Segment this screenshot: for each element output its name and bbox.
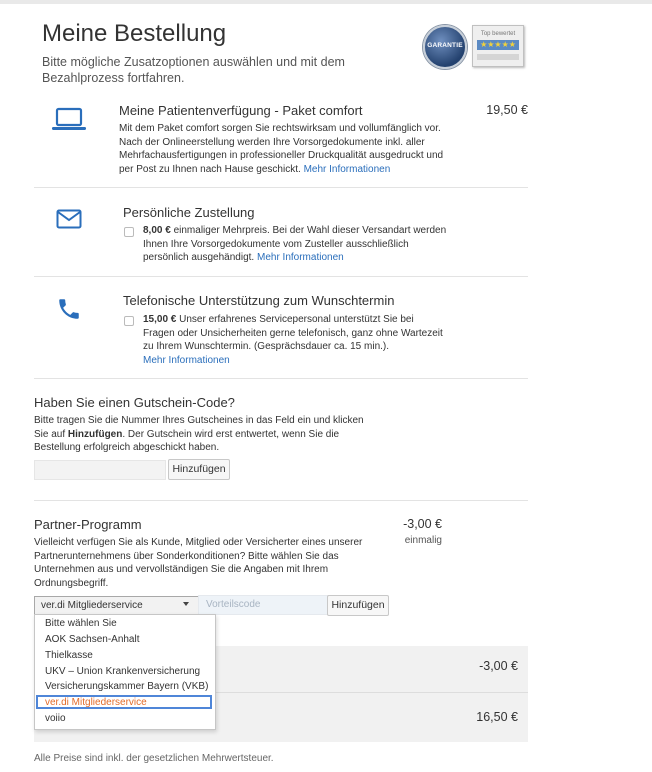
dropdown-option-selected[interactable]: ver.di Mitgliederservice xyxy=(45,697,147,708)
item-inline-price: 15,00 € xyxy=(143,314,177,325)
dropdown-option[interactable]: Bitte wählen Sie xyxy=(45,618,117,629)
page-title: Meine Bestellung xyxy=(42,20,227,47)
top-rated-label: Top bewertet xyxy=(480,31,516,37)
telefon-checkbox[interactable] xyxy=(124,316,134,326)
item-desc-zustellung xyxy=(143,224,448,265)
rating-bar xyxy=(477,54,519,60)
page-subtitle: Bitte mögliche Zusatzoptionen auswählen und mit dem Bezahlprozess fortfahren. xyxy=(42,55,345,85)
partner-discount-note: einmalig xyxy=(404,535,442,546)
item-price: 19,50 € xyxy=(486,103,528,117)
divider xyxy=(34,276,528,277)
envelope-icon xyxy=(56,209,82,229)
dropdown-option[interactable]: Thielkasse xyxy=(45,650,93,661)
item-inline-price: 8,00 € xyxy=(143,225,171,236)
chevron-down-icon[interactable] xyxy=(183,602,189,606)
summary-discount: -3,00 € xyxy=(479,659,518,673)
divider xyxy=(34,500,528,501)
vat-notice: Alle Preise sind inkl. der gesetzlichen Mehrwertsteuer. xyxy=(34,753,274,764)
partner-dropdown-list xyxy=(34,614,216,730)
vorteilscode-input[interactable]: Vorteilscode xyxy=(198,595,331,615)
rating-stars: ★★★★★ xyxy=(477,40,519,50)
divider xyxy=(34,187,528,188)
partner-add-button[interactable]: Hinzufügen xyxy=(327,595,389,616)
more-info-link[interactable]: Mehr Informationen xyxy=(256,252,344,263)
item-desc-text: einmaliger Mehrpreis. Bei der Wahl dieser Versandart werden Ihnen Ihre Vorsorgedokumente vom Zusteller ausschließlich persönlich ausgehändigt. xyxy=(143,225,447,263)
dropdown-option[interactable]: Versicherungskammer Bayern (VKB) xyxy=(45,681,209,692)
voucher-description xyxy=(34,414,364,455)
phone-icon xyxy=(56,296,82,322)
summary-total: 16,50 € xyxy=(476,710,518,724)
partner-description: Vielleicht verfügen Sie als Kunde, Mitglied oder Versicherter eines unserer Partnerunternehmens über Sonderkonditionen? Bitte wählen Sie das Unternehmen aus und vervollständigen Sie die Angaben mit Ihrem Ordnungsbegriff. xyxy=(34,537,363,589)
item-desc-paket-comfort xyxy=(119,122,449,176)
zustellung-checkbox[interactable] xyxy=(124,227,134,237)
garantie-seal-text: GARANTIE xyxy=(427,42,463,49)
item-title-telefon: Telefonische Unterstützung zum Wunschtermin xyxy=(123,293,395,308)
item-desc-text: Unser erfahrenes Servicepersonal unterstützt Sie bei Fragen oder Unsicherheiten gerne telefonisch, ganz ohne Wartezeit zu Ihrem Wunschtermin. (Gesprächsdauer ca. 15 min.). xyxy=(143,314,443,352)
top-border xyxy=(0,0,652,4)
voucher-desc-bold: Hinzufügen xyxy=(67,428,123,440)
partner-title: Partner-Programm xyxy=(34,517,142,532)
item-desc-text: Mit dem Paket comfort sorgen Sie rechtswirksam und vollumfänglich vor. Nach der Onlineerstellung werden Ihre Vorsorgedokumente inkl. aller Mehrfachausfertigungen in professioneller Druckqualität ausgedruckt und per Post zu Ihnen nach Hause geschickt. xyxy=(119,123,444,175)
voucher-desc-text: . Der Gutschein wird erst entwertet, wenn Sie die Bestellung erfolgreich abgeschickt haben. xyxy=(34,428,340,453)
voucher-title: Haben Sie einen Gutschein-Code? xyxy=(34,395,235,410)
dropdown-option[interactable]: voiio xyxy=(45,713,66,724)
item-title-paket-comfort: Meine Patientenverfügung - Paket comfort xyxy=(119,103,363,118)
voucher-desc-text: Bitte tragen Sie die Nummer Ihres Gutscheines in das Feld ein und klicken Sie auf xyxy=(34,415,364,440)
more-info-link[interactable]: Mehr Informationen xyxy=(303,163,391,175)
laptop-icon xyxy=(51,107,87,133)
item-title-zustellung: Persönliche Zustellung xyxy=(123,205,255,220)
voucher-add-button[interactable]: Hinzufügen xyxy=(168,459,230,480)
top-rated-badge xyxy=(472,25,524,67)
item-desc-telefon xyxy=(143,313,448,367)
more-info-link[interactable]: Mehr Informationen xyxy=(143,354,230,366)
divider xyxy=(34,378,528,379)
garantie-seal xyxy=(423,25,467,69)
dropdown-option[interactable]: UKV – Union Krankenversicherung xyxy=(45,666,201,677)
partner-select[interactable]: ver.di Mitgliederservice xyxy=(34,596,202,616)
voucher-code-input[interactable] xyxy=(34,460,166,480)
dropdown-option[interactable]: AOK Sachsen-Anhalt xyxy=(45,634,140,645)
partner-discount: -3,00 € xyxy=(403,517,442,531)
